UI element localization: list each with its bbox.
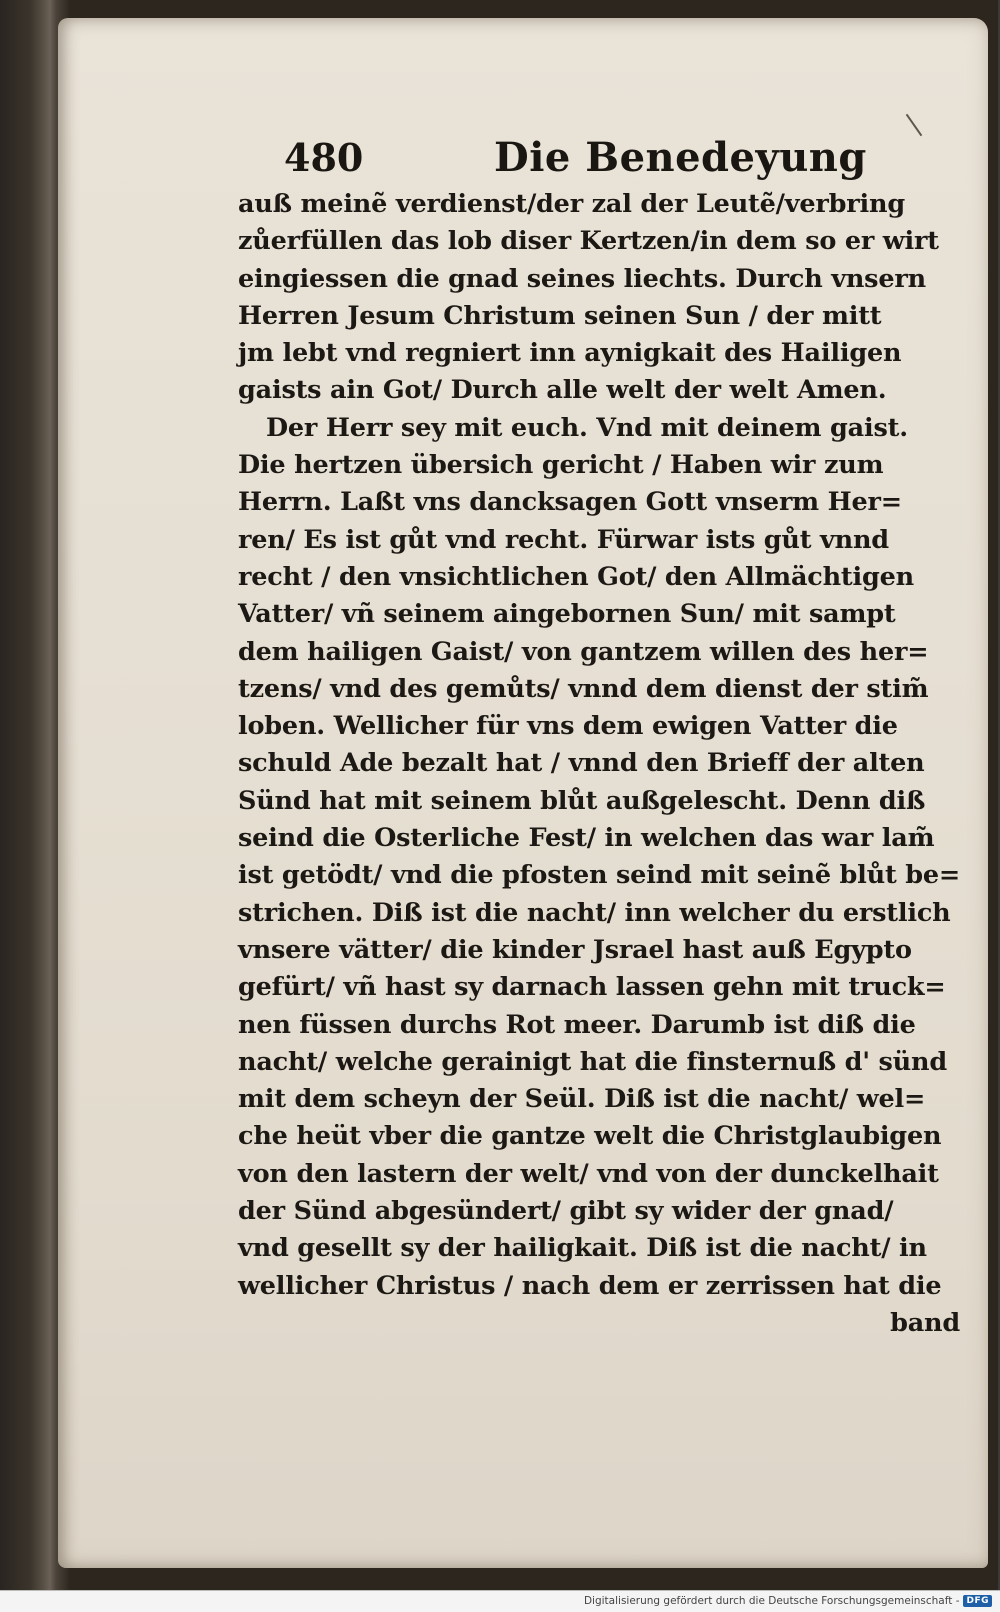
text-line: Vatter/ vñ seinem aingebornen Sun/ mit sampt bbox=[238, 599, 896, 630]
text-block bbox=[238, 186, 968, 1342]
text-line: jm lebt vnd regniert inn aynigkait des Hailigen bbox=[238, 338, 902, 369]
page-number: 480 bbox=[284, 135, 364, 180]
text-line: gaists ain Got/ Durch alle welt der welt Amen. bbox=[238, 375, 887, 406]
catchword: band bbox=[890, 1307, 960, 1338]
text-line: strichen. Diß ist die nacht/ inn welcher du erstlich bbox=[238, 897, 951, 928]
text-line: eingiessen die gnad seines liechts. Durch vnsern bbox=[238, 263, 926, 294]
text-line: mit dem scheyn der Seül. Diß ist die nacht/ wel= bbox=[238, 1084, 926, 1115]
text-line: ist getödt/ vnd die pfosten seind mit seinẽ blůt be= bbox=[238, 860, 961, 891]
text-line: loben. Wellicher für vns dem ewigen Vatter die bbox=[238, 711, 898, 742]
text-line: auß meinẽ verdienst/der zal der Leutẽ/verbring bbox=[238, 189, 905, 219]
text-line: schuld Ade bezalt hat / vnnd den Brieff der alten bbox=[238, 748, 925, 779]
text-line: Sünd hat mit seinem blůt außgelescht. Denn diß bbox=[238, 785, 926, 816]
digitization-credit bbox=[584, 1592, 992, 1610]
text-line: Herrn. Laßt vns dancksagen Gott vnserm Her= bbox=[238, 487, 902, 518]
text-line: Herren Jesum Christum seinen Sun / der mitt bbox=[238, 300, 882, 331]
text-line: zůerfüllen das lob diser Kertzen/in dem so er wirt bbox=[238, 226, 939, 257]
text-line: tzens/ vnd des gemůts/ vnnd dem dienst der stim̃ bbox=[238, 673, 929, 704]
text-line: gefürt/ vñ hast sy darnach lassen gehn mit truck= bbox=[238, 972, 946, 1003]
text-line: che heüt vber die gantze welt die Christglaubigen bbox=[238, 1121, 942, 1152]
text-line: ren/ Es ist gůt vnd recht. Fürwar ists gůt vnnd bbox=[238, 524, 889, 555]
text-line: wellicher Christus / nach dem er zerrissen hat die bbox=[238, 1270, 942, 1301]
text-line: Der Herr sey mit euch. Vnd mit deinem gaist. bbox=[266, 412, 908, 443]
text-line: vnsere vätter/ die kinder Jsrael hast auß Egypto bbox=[238, 934, 912, 965]
text-line: dem hailigen Gaist/ von gantzem willen des her= bbox=[238, 636, 929, 667]
text-line: recht / den vnsichtlichen Got/ den Allmächtigen bbox=[238, 561, 914, 592]
text-line: vnd gesellt sy der hailigkait. Diß ist die nacht/ in bbox=[238, 1233, 927, 1264]
credit-text: Digitalisierung gefördert durch die Deutsche Forschungsgemeinschaft - bbox=[583, 1595, 960, 1607]
text-line: seind die Osterliche Fest/ in welchen das war lam̃ bbox=[238, 823, 935, 854]
text-line: Die hertzen übersich gericht / Haben wir zum bbox=[238, 450, 884, 481]
page-header bbox=[284, 130, 984, 186]
text-line: der Sünd abgesündert/ gibt sy wider der gnad/ bbox=[238, 1196, 894, 1227]
text-line: nacht/ welche gerainigt hat die finsternuß d' sünd bbox=[238, 1046, 947, 1077]
text-line: von den lastern der welt/ vnd von der dunckelhait bbox=[238, 1158, 939, 1189]
text-line: nen füssen durchs Rot meer. Darumb ist diß die bbox=[238, 1009, 916, 1040]
running-title: Die Benedeyung bbox=[494, 134, 867, 181]
dfg-logo: DFG bbox=[963, 1595, 992, 1607]
